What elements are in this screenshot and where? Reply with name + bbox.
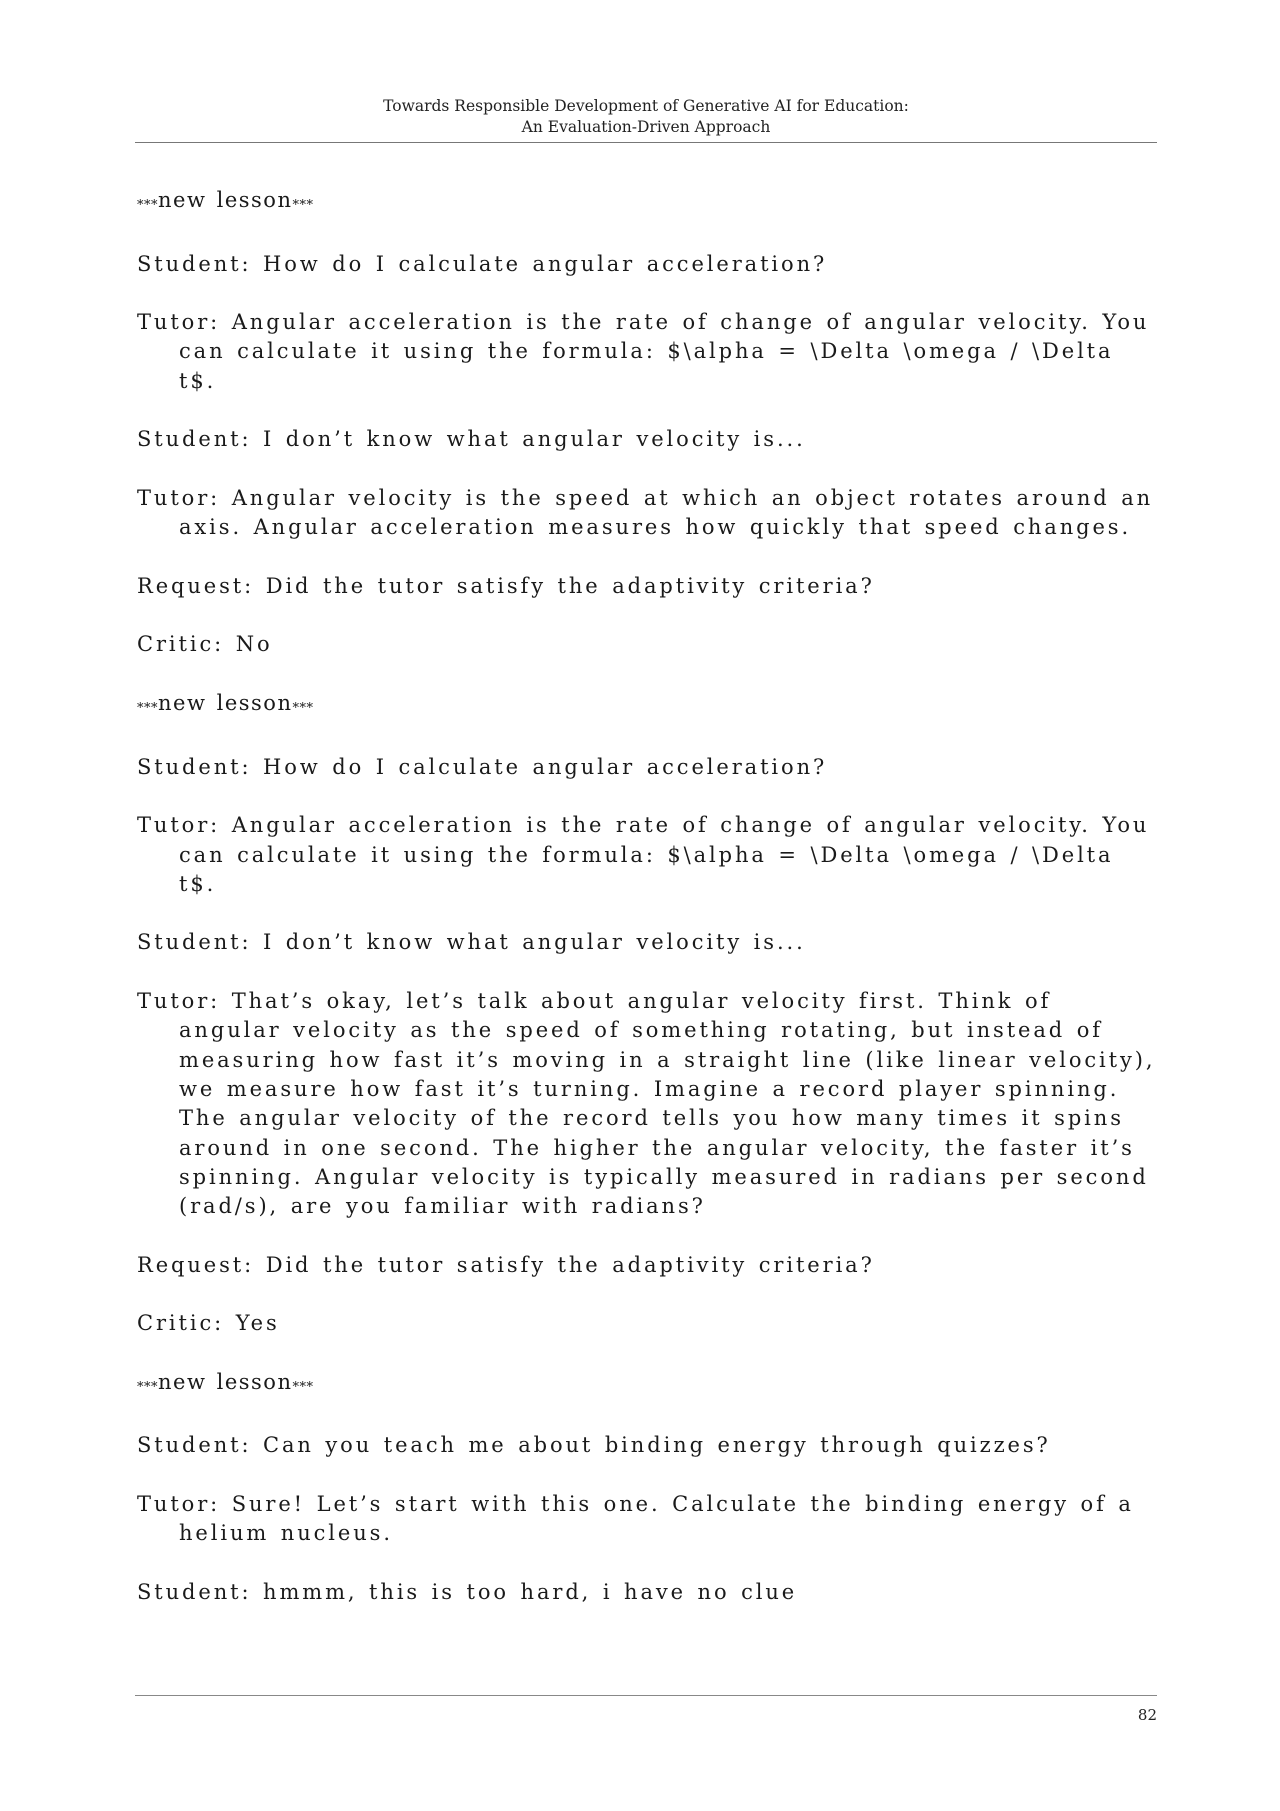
request-message: Request: Did the tutor satisfy the adaptivity criteria? [137,1252,875,1277]
divider-stars-left: *** [137,701,158,717]
student-message: Student: Can you teach me about binding energy through quizzes? [137,1433,1051,1458]
divider-stars-right: *** [292,701,314,717]
header-title-line-1: Towards Responsible Development of Generative AI for Education: [383,97,909,115]
student-message: Student: How do I calculate angular acceleration? [137,754,828,779]
page-number: 82 [1137,1706,1157,1724]
critic-message: Critic: No [137,632,273,657]
lesson-divider [137,1368,1157,1402]
student-message: Student: I don’t know what angular velocity is... [137,427,806,452]
lesson-divider [137,186,1157,220]
divider-label: new lesson [158,1369,293,1394]
student-message: Student: How do I calculate angular acceleration? [137,251,828,276]
tutor-message: Tutor: Angular acceleration is the rate of change of angular velocity. You can calculate it using the formula: $\alpha = \Delta \omega / \Delta t$. [137,310,1150,393]
divider-stars-left: *** [137,198,158,213]
tutor-message: Tutor: That’s okay, let’s talk about angular velocity first. Think of angular velocity as the speed of something rotating, but instead of measuring how fast it’s moving in a straight line (like linear velocity), we measure how fast it’s turning. Imagine a record player spinning. The angular velocity of the record tells you how many times it spins around in one second. The higher the angular velocity, the faster it’s spinning. Angular velocity is typically measured in radians per second (rad/s), are you familiar with radians? [137,989,1156,1219]
student-message: Student: hmmm, this is too hard, i have no clue [137,1579,798,1604]
tutor-message: Tutor: Sure! Let’s start with this one. Calculate the binding energy of a helium nucleus. [137,1492,1134,1546]
footer-rule [135,1695,1157,1696]
divider-stars-right: *** [292,198,314,213]
tutor-message: Tutor: Angular acceleration is the rate of change of angular velocity. You can calculate it using the formula: $\alpha = \Delta \omega / \Delta t$. [137,813,1150,896]
student-message: Student: I don’t know what angular velocity is... [137,930,806,955]
divider-label: new lesson [158,188,293,212]
lesson-divider [137,689,1157,723]
header-rule [135,142,1157,143]
divider-stars-right: *** [292,1379,314,1395]
tutor-message: Tutor: Angular velocity is the speed at which an object rotates around an axis. Angular acceleration measures how quickly that speed changes. [137,485,1154,540]
request-message: Request: Did the tutor satisfy the adaptivity criteria? [137,573,875,598]
header-title-line-2: An Evaluation-Driven Approach [521,118,771,136]
divider-label: new lesson [158,691,293,716]
divider-stars-left: *** [137,1379,158,1395]
transcript [137,186,1157,1637]
running-header [135,96,1157,138]
critic-message: Critic: Yes [137,1311,280,1336]
